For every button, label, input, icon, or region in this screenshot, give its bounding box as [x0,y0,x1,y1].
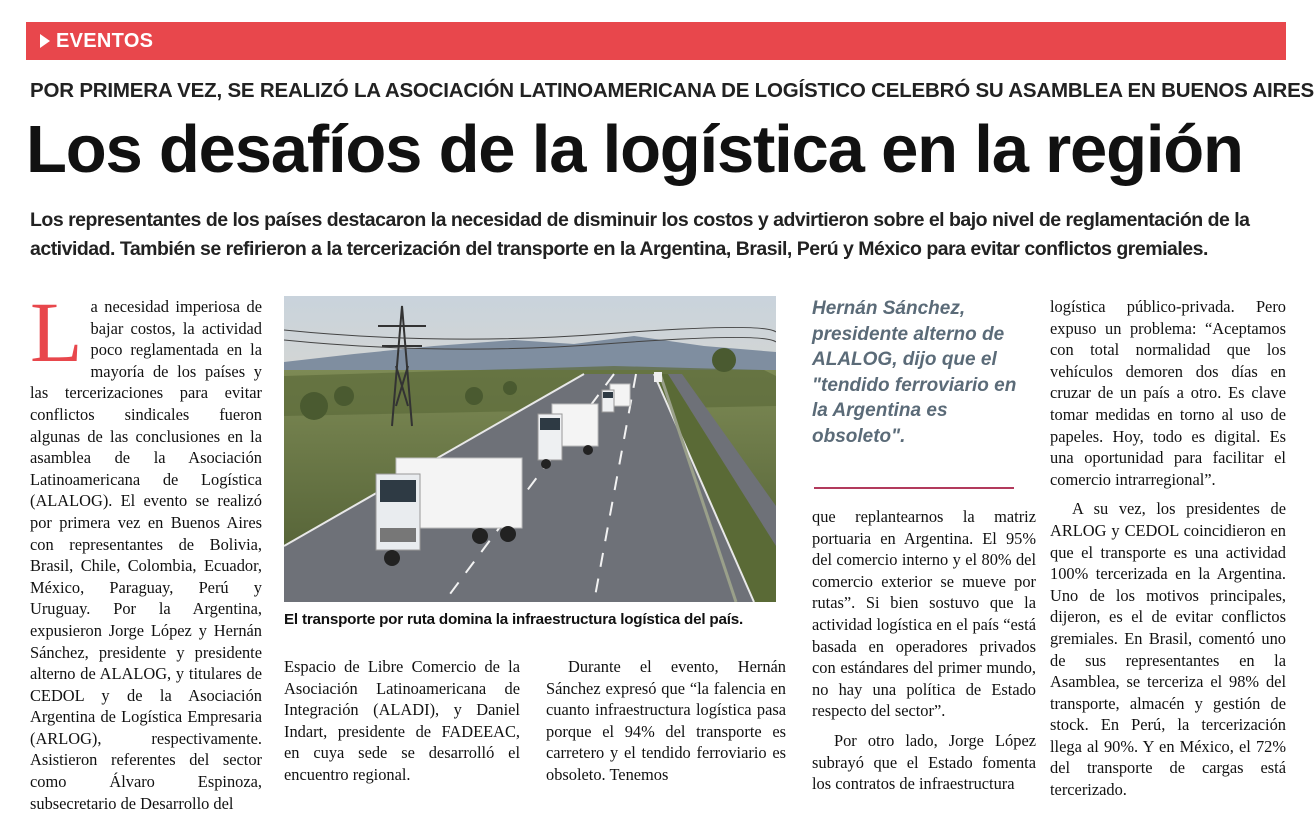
drop-cap: L [30,284,83,380]
section-label: EVENTOS [56,30,154,52]
body-paragraph: Durante el evento, Hernán Sánchez expresó que “la falencia en cuanto infraestructura logística pasa porque el 94% del transporte es carretero y el tendido ferroviario es obsoleto. Tenemos [546,657,786,784]
headline: Los desafíos de la logística en la región [26,112,1243,187]
deck: Los representantes de los países destacaron la necesidad de disminuir los costos y advirtieron sobre el bajo nivel de reglamentación de la actividad. También se refirieron a la tercerización del transporte en la Argentina, Brasil, Perú y México para evitar conflictos gremiales. [30,209,1250,260]
body-column-1 [30,284,262,814]
pull-quote: Hernán Sánchez, presidente alterno de ALALOG, dijo que el "tendido ferroviario en la Argentina es obsoleto". [812,298,1017,447]
photo-caption: El transporte por ruta domina la infraestructura logística del país. [284,611,744,628]
body-column-5 [1050,296,1286,801]
body-paragraph: Por otro lado, Jorge López subrayó que el Estado fomenta los contratos de infraestructura [812,730,1036,794]
section-bar [26,22,1286,60]
body-paragraph: Espacio de Libre Comercio de la Asociación Latinoamericana de Integración (ALADI), y Daniel Indart, presidente de FADEEAC, en cuya sede se desarrolló el encuentro regional. [284,657,520,784]
body-paragraph: logística público-privada. Pero expuso un problema: “Aceptamos con total normalidad que los vehículos demoren dos días en cruzar de un país a otro. Es clave tomar medidas en torno al uso de papeles. Hoy, todo es digital. Es una oportunidad para facilitar el comercio intrarregional”. [1050,297,1286,489]
body-column-4 [812,506,1036,795]
kicker: POR PRIMERA VEZ, SE REALIZÓ LA ASOCIACIÓN LATINOAMERICANA DE LOGÍSTICO CELEBRÓ SU ASAMBLEA EN BUENOS AIRES [30,79,1315,102]
play-triangle-icon [40,34,50,48]
highway-trucks-photo [284,296,776,602]
pull-quote-rule [814,487,1014,489]
body-column-3 [546,656,786,786]
body-paragraph: que replantearnos la matriz portuaria en Argentina. El 95% del comercio interno y el 80% del comercio exterior se mueve por rutas”. Si bien sostuvo que la actividad logística en el país “está basada en operadores privados con estándares del primer mundo, no hay una política de Estado respecto del sector”. [812,507,1036,721]
body-column-2 [284,656,520,786]
body-paragraph: A su vez, los presidentes de ARLOG y CEDOL coincidieron en que el transporte es una actividad 100% tercerizada en la Argentina. Uno de los motivos principales, dijeron, es el de evitar conflictos gremiales. En Brasil, comentó uno de sus representantes en la Asamblea, se terceriza el 98% del transporte, almacén y gestión de stock. En Perú, la tercerización llega al 90%. Y en México, el 72% del transporte de cargas está tercerizado. [1050,499,1286,800]
body-paragraph: a necesidad imperiosa de bajar costos, la actividad poco reglamentada en la mayoría de los países y las tercerizaciones para evitar conflictos sindicales fueron algunas de las conclusiones en la asamblea de la Asociación Latinoamericana de Logística (ALALOG). El evento se realizó por primera vez en Buenos Aires con representantes de Bolivia, Brasil, Chile, Colombia, Ecuador, México, Paraguay, Perú y Uruguay. Por la Argentina, expusieron Jorge López y Hernán Sánchez, presidente y presidente alterno de ALALOG, y titulares de CEDOL y de la Asociación Argentina de Logística Empresaria (ARLOG), respectivamente. Asistieron referentes del sector como Álvaro Espinoza, subsecretario de Desarrollo del [30,297,262,813]
